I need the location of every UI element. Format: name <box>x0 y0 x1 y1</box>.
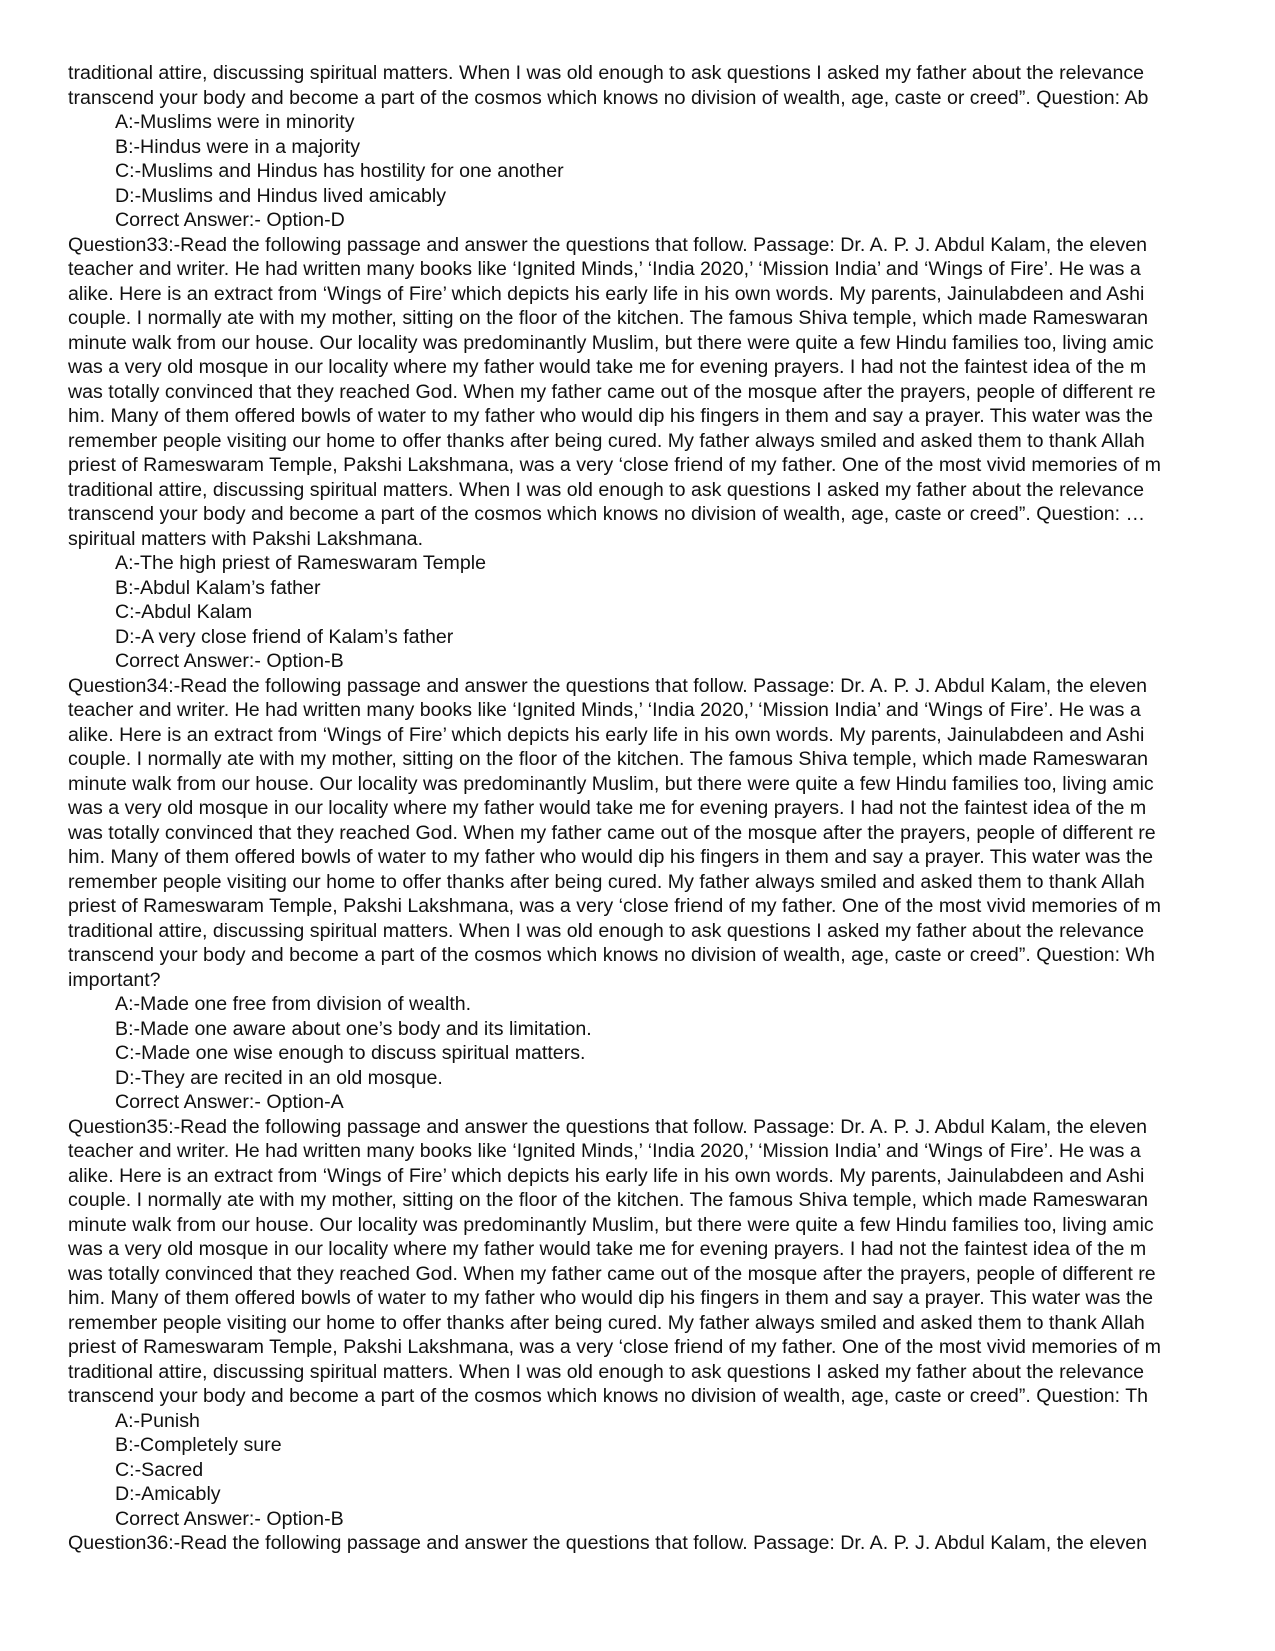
answer-option: D:-A very close friend of Kalam’s father <box>115 625 454 648</box>
passage-line: was totally convinced that they reached God. When my father came out of the mosque after the prayers, people of different re <box>68 1262 1156 1285</box>
passage-line: alike. Here is an extract from ‘Wings of Fire’ which depicts his early life in his own words. My parents, Jainulabdeen and Ashi <box>68 1164 1145 1187</box>
passage-line: Question36:-Read the following passage and answer the questions that follow. Passage: Dr. A. P. J. Abdul Kalam, the eleven <box>68 1532 1148 1554</box>
passage-line: was a very old mosque in our locality where my father would take me for evening prayers. I had not the faintest idea of the m <box>68 356 1147 378</box>
passage-line: Question33:-Read the following passage and answer the questions that follow. Passage: Dr. A. P. J. Abdul Kalam, the eleven <box>68 233 1148 256</box>
passage-line: Question34:-Read the following passage and answer the questions that follow. Passage: Dr. A. P. J. Abdul Kalam, the eleven <box>68 674 1148 697</box>
passage-line: minute walk from our house. Our locality was predominantly Muslim, but there were quite a few Hindu families too, living amic <box>68 331 1154 354</box>
answer-option: D:-They are recited in an old mosque. <box>115 1066 443 1089</box>
answer-option: B:-Made one aware about one’s body and its limitation. <box>115 1017 592 1040</box>
passage-line: priest of Rameswaram Temple, Pakshi Lakshmana, was a very ‘close friend of my father. One of the most vivid memories of m <box>68 895 1161 917</box>
question-block <box>68 61 1212 233</box>
answer-option: C:-Made one wise enough to discuss spiritual matters. <box>115 1042 586 1064</box>
answer-option: A:-The high priest of Rameswaram Temple <box>115 552 486 574</box>
answer-option: B:-Abdul Kalam’s father <box>115 576 321 599</box>
passage-line: transcend your body and become a part of the cosmos which knows no division of wealth, age, caste or creed”. Question: Th <box>68 1385 1149 1407</box>
passage-line: was a very old mosque in our locality where my father would take me for evening prayers. I had not the faintest idea of the m <box>68 797 1147 819</box>
passage-line: him. Many of them offered bowls of water to my father who would dip his fingers in them and say a prayer. This water was the <box>68 1287 1154 1309</box>
passage-line: minute walk from our house. Our locality was predominantly Muslim, but there were quite a few Hindu families too, living amic <box>68 1213 1154 1236</box>
answer-option: A:-Muslims were in minority <box>115 111 355 133</box>
answer-option: A:-Made one free from division of wealth. <box>115 993 472 1015</box>
passage-line: alike. Here is an extract from ‘Wings of Fire’ which depicts his early life in his own words. My parents, Jainulabdeen and Ashi <box>68 723 1145 746</box>
passage-line: alike. Here is an extract from ‘Wings of Fire’ which depicts his early life in his own words. My parents, Jainulabdeen and Ashi <box>68 282 1145 305</box>
passage-line: traditional attire, discussing spiritual matters. When I was old enough to ask questions I asked my father about the relevance <box>68 62 1145 84</box>
answer-option: C:-Sacred <box>115 1458 204 1481</box>
passage-line: teacher and writer. He had written many books like ‘Ignited Minds,’ ‘India 2020,’ ‘Mission India’ and ‘Wings of Fire’. He was a <box>68 1140 1141 1162</box>
question-block <box>68 1531 1212 1556</box>
passage-line: traditional attire, discussing spiritual matters. When I was old enough to ask questions I asked my father about the relevance <box>68 478 1145 501</box>
passage-line: priest of Rameswaram Temple, Pakshi Lakshmana, was a very ‘close friend of my father. One of the most vivid memories of m <box>68 1336 1161 1358</box>
document-body <box>68 61 1212 1556</box>
passage-line: was a very old mosque in our locality where my father would take me for evening prayers. I had not the faintest idea of the m <box>68 1238 1147 1260</box>
answer-option: C:-Muslims and Hindus has hostility for one another <box>115 160 564 182</box>
answer-option: B:-Completely sure <box>115 1434 282 1456</box>
passage-line: teacher and writer. He had written many books like ‘Ignited Minds,’ ‘India 2020,’ ‘Mission India’ and ‘Wings of Fire’. He was a <box>68 699 1141 721</box>
passage-line: teacher and writer. He had written many books like ‘Ignited Minds,’ ‘India 2020,’ ‘Mission India’ and ‘Wings of Fire’. He was a <box>68 258 1141 280</box>
passage-line: important? <box>68 968 161 991</box>
passage-line: transcend your body and become a part of the cosmos which knows no division of wealth, age, caste or creed”. Question: Ab <box>68 86 1149 109</box>
passage-line: remember people visiting our home to offer thanks after being cured. My father always smiled and asked them to thank Allah <box>68 870 1145 893</box>
passage-line: him. Many of them offered bowls of water to my father who would dip his fingers in them and say a prayer. This water was the <box>68 405 1154 427</box>
passage-line: couple. I normally ate with my mother, sitting on the floor of the kitchen. The famous Shiva temple, which made Rameswaran <box>68 748 1148 770</box>
answer-option: D:-Muslims and Hindus lived amicably <box>115 184 447 207</box>
passage-line: remember people visiting our home to offer thanks after being cured. My father always smiled and asked them to thank Allah <box>68 1311 1145 1334</box>
passage-line: him. Many of them offered bowls of water to my father who would dip his fingers in them and say a prayer. This water was the <box>68 846 1154 868</box>
passage-line: was totally convinced that they reached God. When my father came out of the mosque after the prayers, people of different re <box>68 821 1156 844</box>
correct-answer: Correct Answer:- Option-B <box>115 650 344 672</box>
answer-option: C:-Abdul Kalam <box>115 601 253 623</box>
answer-option: D:-Amicably <box>115 1483 221 1505</box>
correct-answer: Correct Answer:- Option-A <box>115 1091 344 1113</box>
passage-line: remember people visiting our home to offer thanks after being cured. My father always smiled and asked them to thank Allah <box>68 429 1145 452</box>
passage-line: couple. I normally ate with my mother, sitting on the floor of the kitchen. The famous Shiva temple, which made Rameswaran <box>68 1189 1148 1211</box>
passage-line: traditional attire, discussing spiritual matters. When I was old enough to ask questions I asked my father about the relevance <box>68 1360 1145 1383</box>
passage-line: was totally convinced that they reached God. When my father came out of the mosque after the prayers, people of different re <box>68 380 1156 403</box>
passage-line: spiritual matters with Pakshi Lakshmana. <box>68 527 424 550</box>
passage-line: traditional attire, discussing spiritual matters. When I was old enough to ask questions I asked my father about the relevance <box>68 919 1145 942</box>
passage-line: couple. I normally ate with my mother, sitting on the floor of the kitchen. The famous Shiva temple, which made Rameswaran <box>68 307 1148 329</box>
passage-line: minute walk from our house. Our locality was predominantly Muslim, but there were quite a few Hindu families too, living amic <box>68 772 1154 795</box>
question-block <box>68 1115 1212 1532</box>
question-block <box>68 674 1212 1115</box>
passage-line: transcend your body and become a part of the cosmos which knows no division of wealth, age, caste or creed”. Question: … <box>68 503 1146 525</box>
correct-answer: Correct Answer:- Option-B <box>115 1507 344 1530</box>
passage-line: Question35:-Read the following passage and answer the questions that follow. Passage: Dr. A. P. J. Abdul Kalam, the eleven <box>68 1115 1148 1138</box>
passage-line: priest of Rameswaram Temple, Pakshi Lakshmana, was a very ‘close friend of my father. One of the most vivid memories of m <box>68 454 1161 476</box>
answer-option: A:-Punish <box>115 1409 200 1432</box>
answer-option: B:-Hindus were in a majority <box>115 135 361 158</box>
question-block <box>68 233 1212 674</box>
correct-answer: Correct Answer:- Option-D <box>115 209 345 231</box>
passage-line: transcend your body and become a part of the cosmos which knows no division of wealth, age, caste or creed”. Question: Wh <box>68 944 1155 966</box>
